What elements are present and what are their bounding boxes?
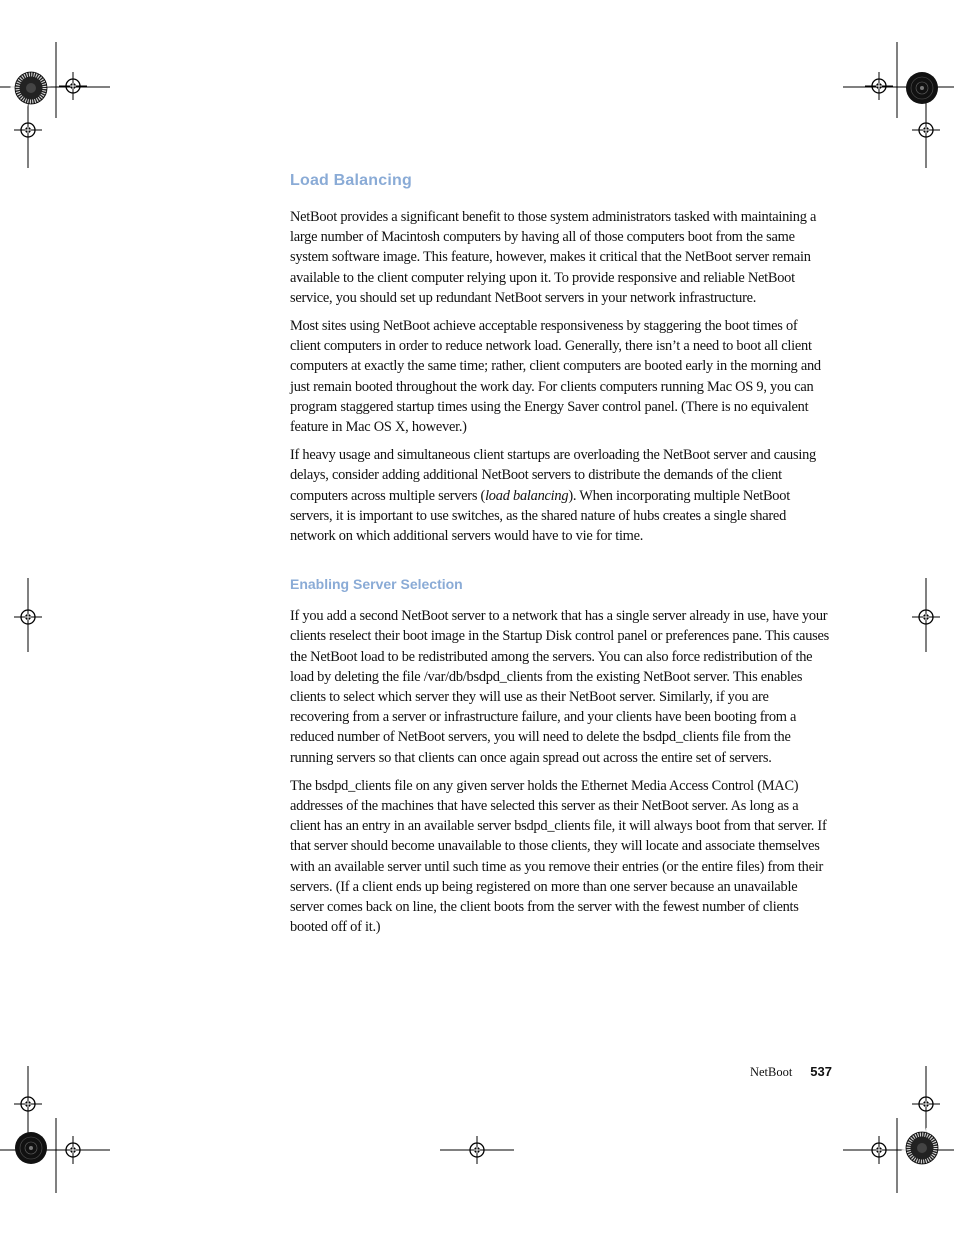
registration-mark-icon (912, 1090, 940, 1118)
page-number: 537 (810, 1064, 832, 1079)
registration-mark-icon (865, 1136, 893, 1164)
body-paragraph: The bsdpd_clients file on any given server holds the Ethernet Media Access Control (MAC) addresses of the machines that have selected this server as their NetBoot server. As long as a client has an entry in an available server bsdpd_clients file, it will always boot from that server. If that server should become unavailable to those clients, they will locate and associate themselves with an available server until such time as you remove their entries (or the entire files) from their servers. (If a client ends up being registered on more than one server because an unavailable server comes back on line, the client boots from the server with the fewest number of clients booted off of it.) (290, 777, 827, 936)
registration-mark-icon (59, 1136, 87, 1164)
subsection-title: Enabling Server Selection (290, 576, 463, 593)
registration-mark-icon (912, 603, 940, 631)
section-title: Load Balancing (290, 172, 412, 189)
star-target-icon (15, 1132, 47, 1164)
registration-mark-icon (14, 1090, 42, 1118)
registration-mark-icon (463, 1136, 491, 1164)
registration-mark-icon (14, 116, 42, 144)
star-target-icon (906, 1132, 938, 1164)
registration-mark-icon (14, 603, 42, 631)
body-paragraph: Most sites using NetBoot achieve acceptable responsiveness by staggering the boot times of client computers in order to reduce network load. Generally, there isn’t a need to boot all client computers at exactly the same time; rather, client computers are booted early in the morning and just remain booted throughout the work day. For clients computers running Mac OS 9, you can program staggered startup times using the Energy Saver control panel. (There is no equivalent feature in Mac OS X, however.) (290, 318, 821, 436)
footer-section-name: NetBoot (749, 1065, 793, 1079)
registration-mark-icon (59, 72, 87, 100)
term-emphasis: load balancing (485, 487, 569, 504)
body-paragraph: If heavy usage and simultaneous client startups are overloading the NetBoot server and causing delays, consider adding additional NetBoot servers to distribute the demands of the client computers across multiple servers (load balancing). When incorporating multiple NetBoot servers, it is important to use switches, as the shared nature of hubs creates a single shared network on which additional servers would have to vie for time. (290, 447, 816, 545)
star-target-icon (15, 72, 47, 104)
registration-mark-icon (865, 72, 893, 100)
star-target-icon (906, 72, 938, 104)
body-paragraph: NetBoot provides a significant benefit to those system administrators tasked with maintaining a large number of Macintosh computers by having all of those computers boot from the same system software image. This feature, however, makes it critical that the NetBoot server remain available to the client computer relying upon it. To provide responsive and reliable NetBoot service, you should set up redundant NetBoot servers in your network infrastructure. (290, 209, 817, 306)
registration-mark-icon (912, 116, 940, 144)
page-footer (750, 1064, 832, 1080)
body-paragraph: If you add a second NetBoot server to a network that has a single server already in use, have your clients reselect their boot image in the Startup Disk control panel or preferences pane. This causes the NetBoot load to be redistributed among the servers. You can also force redistribution of the load by deleting the file /var/db/bsdpd_clients from the existing NetBoot server. This enables clients to select which server they will use as their NetBoot server. Similarly, if you are recovering from a server or infrastructure failure, and your clients have been booting from a reduced number of NetBoot servers, you will need to delete the bsdpd_clients file from the running servers so that clients can once again spread out across the entire set of servers. (290, 608, 829, 766)
page-content (290, 172, 830, 946)
